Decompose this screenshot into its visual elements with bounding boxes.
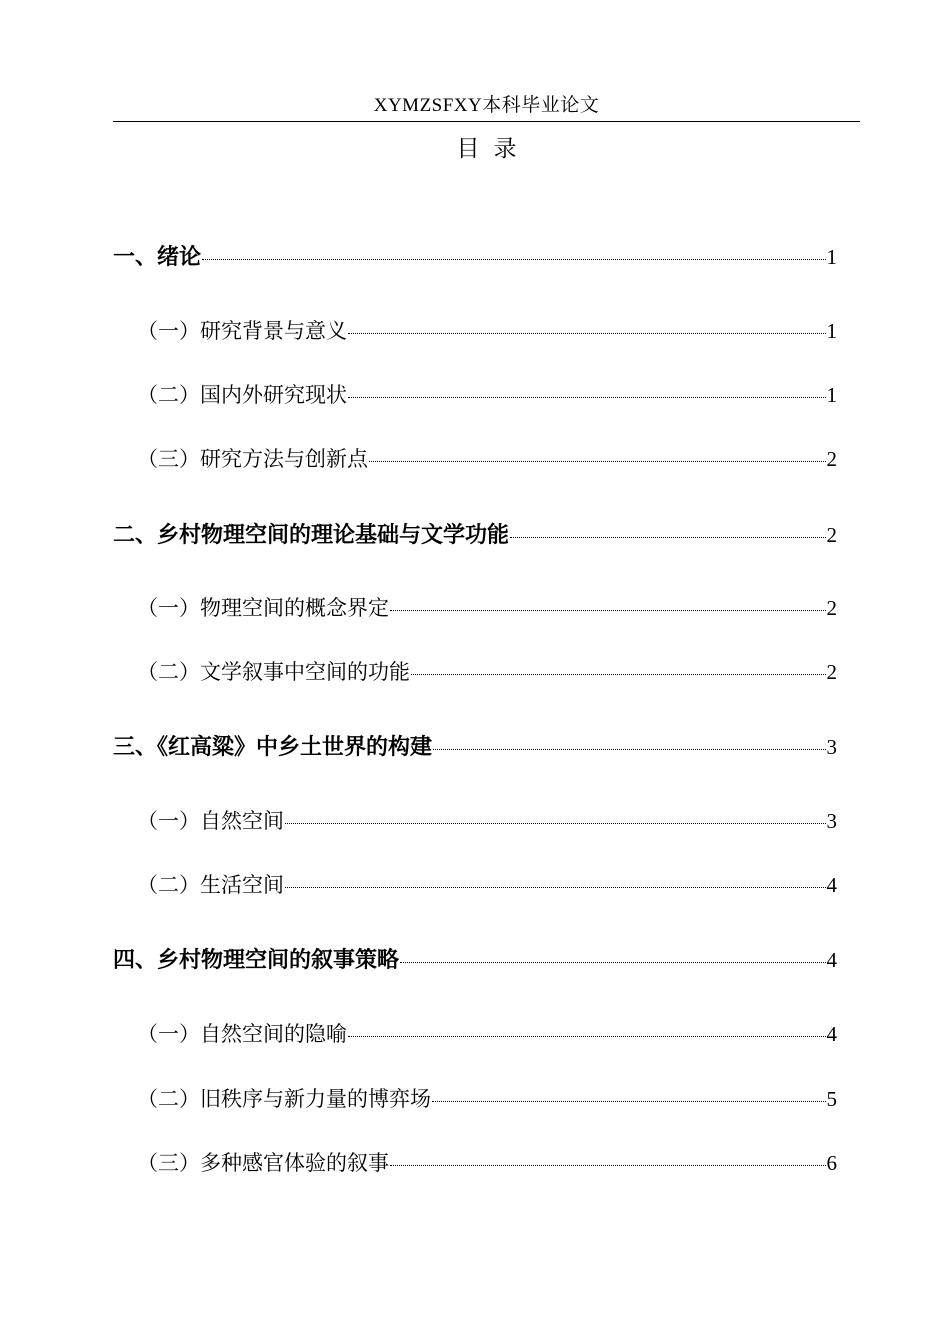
toc-leader-dots [369,461,826,462]
toc-leader-dots [411,674,826,675]
toc-leader-dots [510,537,825,538]
toc-leader-dots [432,1101,826,1102]
toc-title: 目录 [456,136,531,162]
toc-entry-label: 三、《红高粱》中乡土世界的构建 [113,735,433,760]
toc-leader-dots [202,259,825,260]
toc-entry-label: （二）旧秩序与新力量的博弈场 [137,1087,431,1111]
toc-leader-dots [390,1165,826,1166]
toc-entry-label: 一、绪论 [113,245,202,270]
toc-entry[interactable] [113,1147,837,1183]
toc-entry-page: 2 [826,660,837,684]
toc-leader-dots [348,1036,826,1037]
toc-entry-page: 1 [826,383,837,407]
toc-entry-label: （一）物理空间的概念界定 [137,596,389,620]
toc-entry-page: 4 [826,948,837,972]
toc-entry-label: （一）自然空间 [137,809,284,833]
toc-entry-label: （三）研究方法与创新点 [137,447,368,471]
toc-entry-label: （二）国内外研究现状 [137,383,347,407]
toc-entry[interactable] [113,1083,837,1119]
toc-entry[interactable] [113,379,837,415]
toc-entry-page: 1 [826,319,837,343]
toc-leader-dots [400,962,825,963]
toc-entry-page: 5 [826,1087,837,1111]
toc-entry[interactable] [113,443,837,479]
toc-entry-label: 四、乡村物理空间的叙事策略 [113,948,400,973]
toc-entry-page: 6 [826,1151,837,1175]
toc-entry[interactable] [113,315,837,351]
toc-leader-dots [348,333,826,334]
page-header: XYMZSFXY本科毕业论文 [373,95,600,116]
toc-entry[interactable] [113,730,837,766]
toc-entry-label: （三）多种感官体验的叙事 [137,1151,389,1175]
toc-entry-label: （二）文学叙事中空间的功能 [137,660,410,684]
toc-entry[interactable] [113,943,837,979]
toc-entry-page: 2 [826,447,837,471]
toc-leader-dots [390,610,826,611]
toc-entry-label: （一）自然空间的隐喻 [137,1022,347,1046]
toc-entry-label: 二、乡村物理空间的理论基础与文学功能 [113,523,510,548]
toc-entry[interactable] [113,1018,837,1054]
toc-entry-label: （二）生活空间 [137,873,284,897]
toc-leader-dots [348,397,826,398]
toc-entry-page: 3 [826,735,837,759]
toc-entry-label: （一）研究背景与意义 [137,319,347,343]
toc-leader-dots [433,749,825,750]
toc-entry-page: 2 [826,596,837,620]
toc-entry-page: 4 [826,873,837,897]
toc-entry[interactable] [113,656,837,692]
toc-entry-page: 1 [826,245,837,269]
toc-entry[interactable] [113,869,837,905]
toc-entry-page: 4 [826,1022,837,1046]
toc-entry[interactable] [113,592,837,628]
toc-entry[interactable] [113,240,837,276]
toc-entry-page: 2 [826,523,837,547]
toc-entry[interactable] [113,805,837,841]
toc-entry-page: 3 [826,809,837,833]
header-divider [113,121,860,122]
toc-leader-dots [285,887,826,888]
toc-leader-dots [285,823,826,824]
toc-entry[interactable] [113,518,837,554]
